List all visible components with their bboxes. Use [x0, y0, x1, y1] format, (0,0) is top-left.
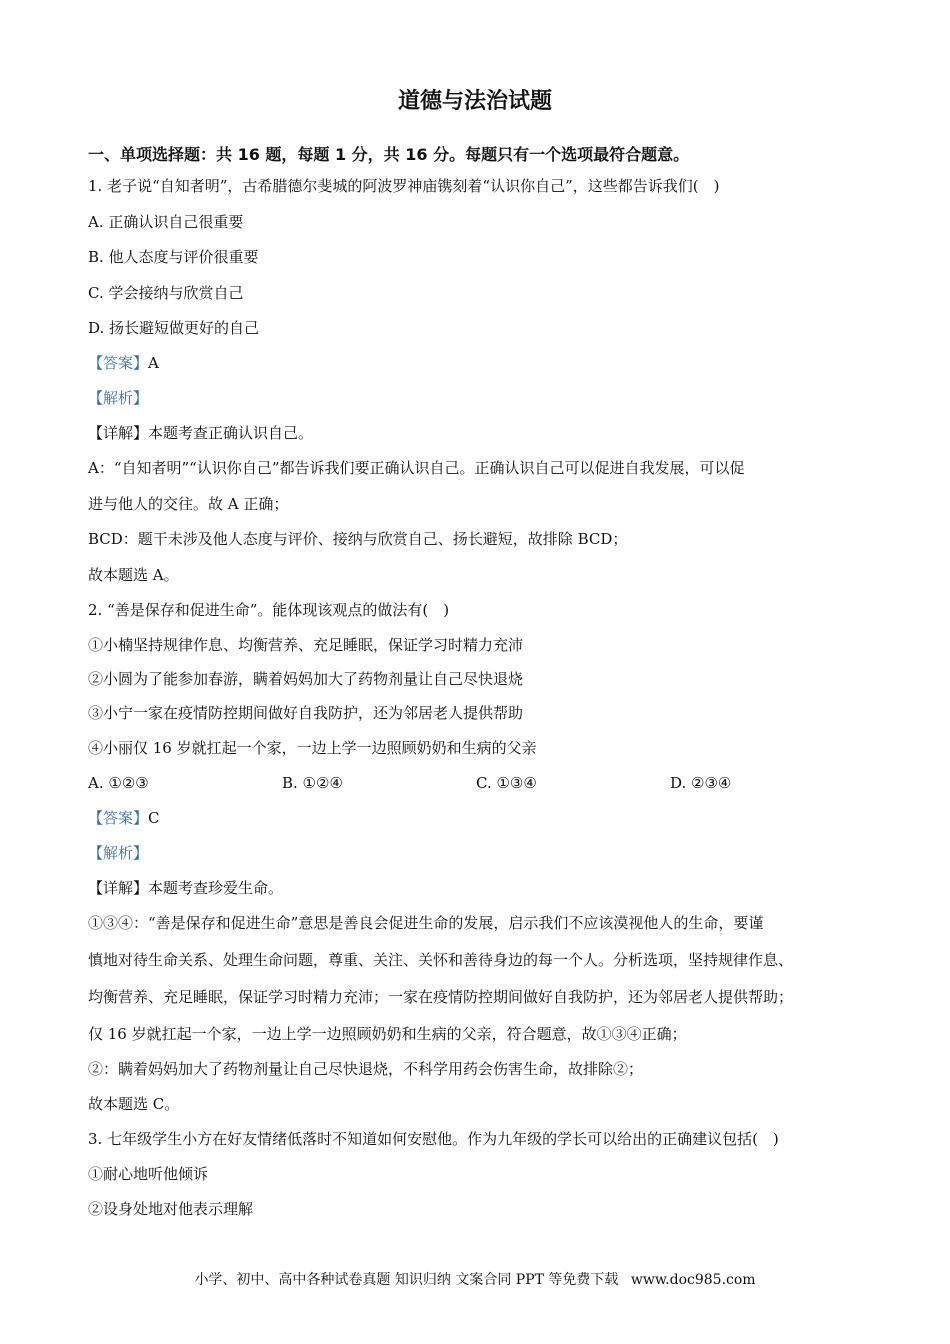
- q2-detail: [88, 878, 283, 898]
- answer-label: 【答案】: [88, 354, 149, 372]
- q1-answer-value: A: [148, 354, 159, 372]
- q2-explanation-line: 慎地对待生命关系、处理生命问题，尊重、关注、关怀和善待身边的每一个人。分析选项，坚持规律作息、: [88, 951, 794, 969]
- q2-option-c: C. ①③④: [476, 774, 537, 792]
- page-footer: [0, 1269, 950, 1289]
- q2-stem: 2. “善是保存和促进生命”。能体现该观点的做法有( ): [88, 601, 450, 619]
- footer-text: 小学、初中、高中各种试卷真题 知识归纳 文案合同 PPT 等免费下载: [194, 1272, 619, 1288]
- q3-item-1: ①耐心地听他倾诉: [88, 1165, 209, 1183]
- q2-item-1: ①小楠坚持规律作息、均衡营养、充足睡眠，保证学习时精力充沛: [88, 636, 524, 654]
- page-title: 道德与法治试题: [397, 89, 552, 114]
- q2-explanation-line: ①③④：“善是保存和促进生命”意思是善良会促进生命的发展，启示我们不应该漠视他人的生命，要谨: [88, 914, 764, 932]
- q2-answer: [88, 808, 160, 828]
- q1-stem: 1. 老子说“自知者明”，古希腊德尔斐城的阿波罗神庙镌刻着“认识你自己”，这些都告诉我们( ): [88, 177, 720, 195]
- q1-answer: [88, 353, 159, 373]
- q2-option-d: D. ②③④: [670, 774, 732, 792]
- detail-label: 【详解】: [88, 879, 149, 897]
- q1-explanation-line: BCD：题干未涉及他人态度与评价、接纳与欣赏自己、扬长避短，故排除 BCD；: [88, 530, 628, 548]
- q2-explanation-line: ②：瞒着妈妈加大了药物剂量让自己尽快退烧，不科学用药会伤害生命，故排除②；: [88, 1060, 644, 1078]
- q1-analysis-label: 【解析】: [88, 389, 149, 407]
- q3-stem: 3. 七年级学生小方在好友情绪低落时不知道如何安慰他。作为九年级的学长可以给出的正确建议包括( ): [88, 1130, 779, 1148]
- q2-option-b: B. ①②④: [282, 774, 343, 792]
- q2-item-3: ③小宁一家在疫情防控期间做好自我防护，还为邻居老人提供帮助: [88, 704, 524, 722]
- q1-explanation-line: 进与他人的交往。故 A 正确；: [88, 495, 289, 513]
- q2-item-2: ②小圆为了能参加春游，瞒着妈妈加大了药物剂量让自己尽快退烧: [88, 670, 524, 688]
- q2-item-4: ④小丽仅 16 岁就扛起一个家，一边上学一边照顾奶奶和生病的父亲: [88, 739, 537, 757]
- q1-option-a: A. 正确认识自己很重要: [88, 213, 244, 231]
- q2-detail-text: 本题考查珍爱生命。: [148, 879, 284, 897]
- detail-label: 【详解】: [88, 424, 149, 442]
- q2-explanation-line: 均衡营养、充足睡眠，保证学习时精力充沛；一家在疫情防控期间做好自我防护，还为邻居老人提供帮助；: [88, 988, 794, 1006]
- q1-detail: [88, 423, 313, 443]
- q2-explanation-line: 故本题选 C。: [88, 1095, 180, 1113]
- q1-option-b: B. 他人态度与评价很重要: [88, 248, 259, 266]
- answer-label: 【答案】: [88, 809, 149, 827]
- q1-option-d: D. 扬长避短做更好的自己: [88, 319, 260, 337]
- q1-option-c: C. 学会接纳与欣赏自己: [88, 284, 244, 302]
- q2-explanation-line: 仅 16 岁就扛起一个家，一边上学一边照顾奶奶和生病的父亲，符合题意，故①③④正确；: [88, 1025, 687, 1043]
- footer-website-link[interactable]: www.doc985.com: [630, 1272, 756, 1288]
- q1-explanation-line: A：“自知者明”“认识你自己”都告诉我们要正确认识自己。正确认识自己可以促进自我发展，可以促: [88, 459, 745, 477]
- section-heading: 一、单项选择题：共 16 题，每题 1 分，共 16 分。每题只有一个选项最符合题意。: [88, 145, 690, 164]
- q1-explanation-line: 故本题选 A。: [88, 566, 179, 584]
- q3-item-2: ②设身处地对他表示理解: [88, 1200, 254, 1218]
- q2-option-a: A. ①②③: [88, 774, 149, 792]
- q2-answer-value: C: [148, 809, 160, 827]
- q2-analysis-label: 【解析】: [88, 844, 149, 862]
- q1-detail-text: 本题考查正确认识自己。: [148, 424, 314, 442]
